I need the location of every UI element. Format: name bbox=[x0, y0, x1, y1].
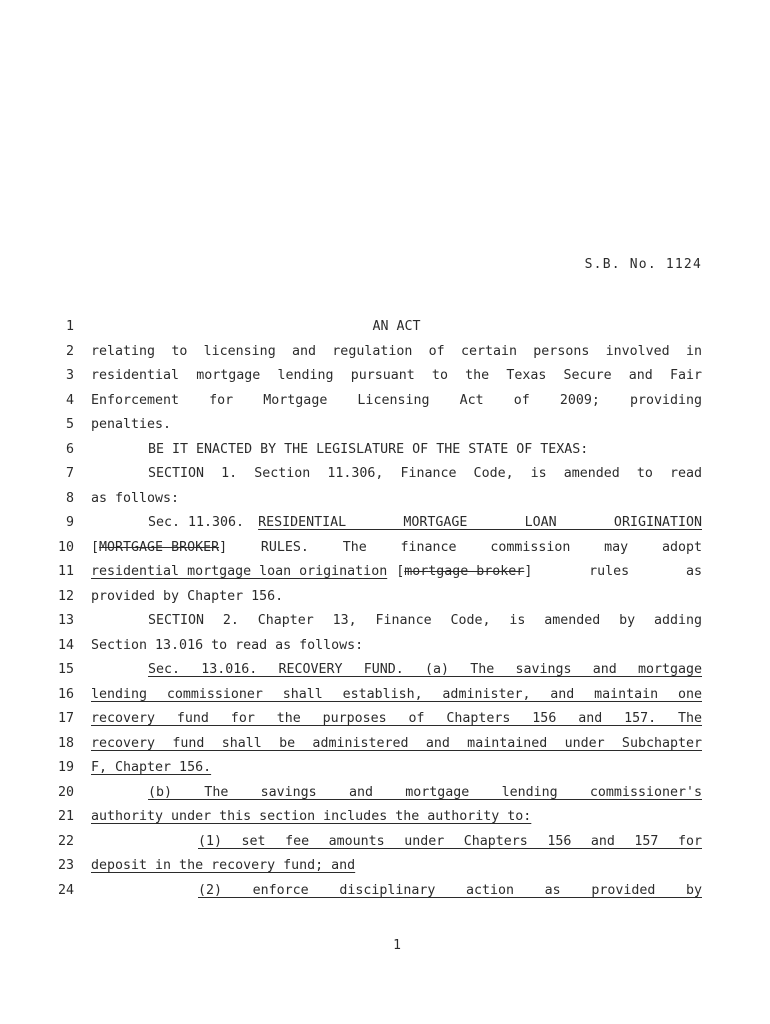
inserted-text: authority under this section includes the authority to: bbox=[91, 809, 532, 824]
struck-text: mortgage broker bbox=[404, 564, 525, 579]
line-number: 21 bbox=[57, 809, 74, 824]
line-number: 5 bbox=[65, 417, 74, 432]
inserted-line bbox=[91, 832, 702, 852]
section-1-heading: SECTION 1. Section 11.306, Finance Code, is amended to read bbox=[148, 466, 702, 481]
line-number: 18 bbox=[57, 736, 74, 751]
text-line: as follows: bbox=[91, 491, 180, 506]
line-number: 12 bbox=[57, 589, 74, 604]
inserted-line bbox=[91, 807, 702, 827]
inserted-line bbox=[91, 660, 702, 680]
line-number: 17 bbox=[57, 711, 74, 726]
inserted-text: recovery fund shall be administered and maintained under Subchapter bbox=[91, 736, 702, 751]
caption-line: penalties. bbox=[91, 417, 172, 432]
text-line: Section 13.016 to read as follows: bbox=[91, 638, 364, 653]
act-heading: AN ACT bbox=[372, 319, 421, 334]
line-number: 2 bbox=[65, 344, 74, 359]
line-number: 20 bbox=[57, 785, 74, 800]
sec-11-306-line bbox=[91, 513, 702, 533]
line-number: 8 bbox=[65, 491, 74, 506]
inserted-line bbox=[91, 881, 702, 901]
text-fragment: ] RULES. The finance commission may adopt bbox=[219, 540, 702, 555]
line-number: 10 bbox=[57, 540, 74, 555]
bracket-open: [ bbox=[396, 564, 405, 579]
line-number: 4 bbox=[65, 393, 74, 408]
inserted-text: deposit in the recovery fund; and bbox=[91, 858, 356, 873]
inserted-line bbox=[91, 783, 702, 803]
bill-number: S.B. No. 1124 bbox=[584, 257, 702, 272]
inserted-text: (b) The savings and mortgage lending commissioner's bbox=[148, 785, 702, 800]
caption-line: relating to licensing and regulation of certain persons involved in bbox=[91, 344, 702, 359]
text-fragment: ] rules as bbox=[524, 564, 702, 579]
line-number: 16 bbox=[57, 687, 74, 702]
inserted-line bbox=[91, 685, 702, 705]
inserted-text: recovery fund for the purposes of Chapters 156 and 157. The bbox=[91, 711, 702, 726]
line-number: 3 bbox=[65, 368, 74, 383]
caption-line: residential mortgage lending pursuant to the Texas Secure and Fair bbox=[91, 368, 702, 383]
text-line bbox=[91, 562, 702, 582]
inserted-text: Sec. 13.016. RECOVERY FUND. (a) The savings and mortgage bbox=[148, 662, 702, 677]
line-number: 15 bbox=[57, 662, 74, 677]
inserted-text: RESIDENTIAL MORTGAGE LOAN ORIGINATION bbox=[258, 515, 702, 530]
section-2-heading: SECTION 2. Chapter 13, Finance Code, is amended by adding bbox=[148, 613, 702, 628]
inserted-text: (2) enforce disciplinary action as provided by bbox=[198, 883, 702, 898]
inserted-text: residential mortgage loan origination bbox=[91, 564, 388, 579]
inserted-text: (1) set fee amounts under Chapters 156 and 157 for bbox=[198, 834, 702, 849]
inserted-line bbox=[91, 709, 702, 729]
inserted-line bbox=[91, 734, 702, 754]
text-line bbox=[91, 538, 702, 558]
line-number: 7 bbox=[65, 466, 74, 481]
struck-text: MORTGAGE BROKER bbox=[99, 540, 220, 555]
line-number: 19 bbox=[57, 760, 74, 775]
line-number: 13 bbox=[57, 613, 74, 628]
line-number: 1 bbox=[65, 319, 74, 334]
page-number: 1 bbox=[393, 938, 401, 953]
line-number: 14 bbox=[57, 638, 74, 653]
bracket-open: [ bbox=[91, 540, 100, 555]
caption-line: Enforcement for Mortgage Licensing Act of 2009; providing bbox=[91, 393, 702, 408]
inserted-text: lending commissioner shall establish, administer, and maintain one bbox=[91, 687, 702, 702]
sec-number: Sec. 11.306. bbox=[148, 515, 245, 530]
inserted-line bbox=[91, 758, 702, 778]
line-number: 11 bbox=[57, 564, 74, 579]
enacting-clause: BE IT ENACTED BY THE LEGISLATURE OF THE STATE OF TEXAS: bbox=[148, 442, 589, 457]
text-line: provided by Chapter 156. bbox=[91, 589, 284, 604]
inserted-text: F, Chapter 156. bbox=[91, 760, 212, 775]
inserted-line bbox=[91, 856, 702, 876]
line-number: 22 bbox=[57, 834, 74, 849]
line-number: 9 bbox=[65, 515, 74, 530]
line-number: 23 bbox=[57, 858, 74, 873]
line-number: 24 bbox=[57, 883, 74, 898]
line-number: 6 bbox=[65, 442, 74, 457]
